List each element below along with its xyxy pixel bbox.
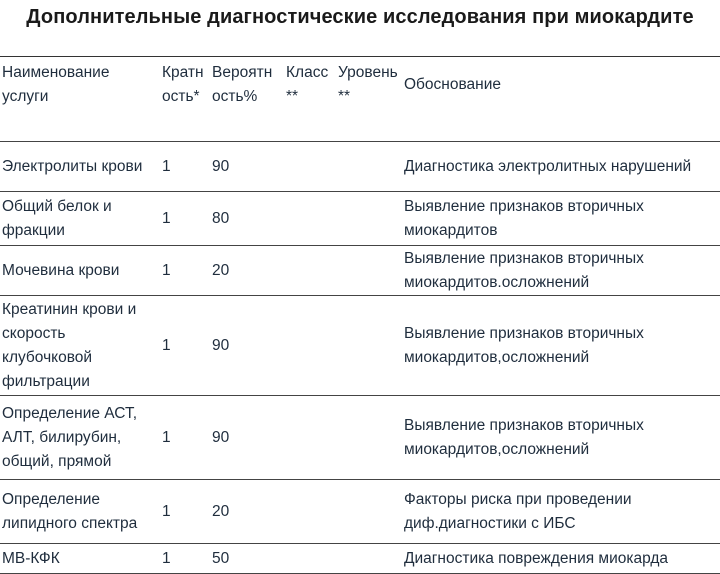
header-level: Уровень ** bbox=[336, 57, 402, 142]
row-class bbox=[284, 480, 336, 544]
table-row bbox=[0, 296, 720, 396]
row-name: Креатинин крови и скорость клубочковой фильтрации bbox=[0, 296, 160, 396]
table-row bbox=[0, 396, 720, 480]
header-frequency: Кратн ость* bbox=[160, 57, 210, 142]
row-name: Определение липидного спектра bbox=[0, 480, 160, 544]
row-level bbox=[336, 296, 402, 396]
header-probability: Вероятн ость% bbox=[210, 57, 284, 142]
row-probability: 90 bbox=[210, 142, 284, 192]
row-basis: Выявление признаков вторичных миокардитов bbox=[402, 192, 720, 246]
row-class bbox=[284, 142, 336, 192]
row-level bbox=[336, 544, 402, 574]
row-probability: 20 bbox=[210, 246, 284, 296]
table-row bbox=[0, 246, 720, 296]
row-name: МВ-КФК bbox=[0, 544, 160, 574]
row-probability: 90 bbox=[210, 296, 284, 396]
row-class bbox=[284, 246, 336, 296]
row-basis: Факторы риска при проведении диф.диагностики с ИБС bbox=[402, 480, 720, 544]
row-name: Мочевина крови bbox=[0, 246, 160, 296]
row-frequency: 1 bbox=[160, 396, 210, 480]
row-class bbox=[284, 396, 336, 480]
row-frequency: 1 bbox=[160, 246, 210, 296]
row-frequency: 1 bbox=[160, 480, 210, 544]
diagnostics-table bbox=[0, 56, 720, 574]
header-name: Наименование услуги bbox=[0, 57, 160, 142]
row-probability: 50 bbox=[210, 544, 284, 574]
header-basis: Обоснование bbox=[402, 57, 720, 142]
table-row bbox=[0, 480, 720, 544]
row-level bbox=[336, 480, 402, 544]
page-title: Дополнительные диагностические исследования при миокардите bbox=[26, 6, 694, 28]
row-probability: 80 bbox=[210, 192, 284, 246]
row-name: Определение АСТ, АЛТ, билирубин, общий, прямой bbox=[0, 396, 160, 480]
row-level bbox=[336, 192, 402, 246]
row-class bbox=[284, 192, 336, 246]
table-header-row bbox=[0, 57, 720, 142]
row-frequency: 1 bbox=[160, 296, 210, 396]
header-class: Класс ** bbox=[284, 57, 336, 142]
row-level bbox=[336, 246, 402, 296]
row-name: Электролиты крови bbox=[0, 142, 160, 192]
row-class bbox=[284, 544, 336, 574]
row-class bbox=[284, 296, 336, 396]
row-probability: 90 bbox=[210, 396, 284, 480]
row-level bbox=[336, 142, 402, 192]
row-basis: Выявление признаков вторичных миокардитов,осложнений bbox=[402, 396, 720, 480]
table-row bbox=[0, 142, 720, 192]
row-name: Общий белок и фракции bbox=[0, 192, 160, 246]
row-basis: Диагностика электролитных нарушений bbox=[402, 142, 720, 192]
row-basis: Выявление признаков вторичных миокардитов.осложнений bbox=[402, 246, 720, 296]
row-frequency: 1 bbox=[160, 192, 210, 246]
row-basis: Выявление признаков вторичных миокардитов,осложнений bbox=[402, 296, 720, 396]
row-basis: Диагностика повреждения миокарда bbox=[402, 544, 720, 574]
row-frequency: 1 bbox=[160, 142, 210, 192]
table-row bbox=[0, 544, 720, 574]
row-probability: 20 bbox=[210, 480, 284, 544]
row-level bbox=[336, 396, 402, 480]
table-row bbox=[0, 192, 720, 246]
row-frequency: 1 bbox=[160, 544, 210, 574]
